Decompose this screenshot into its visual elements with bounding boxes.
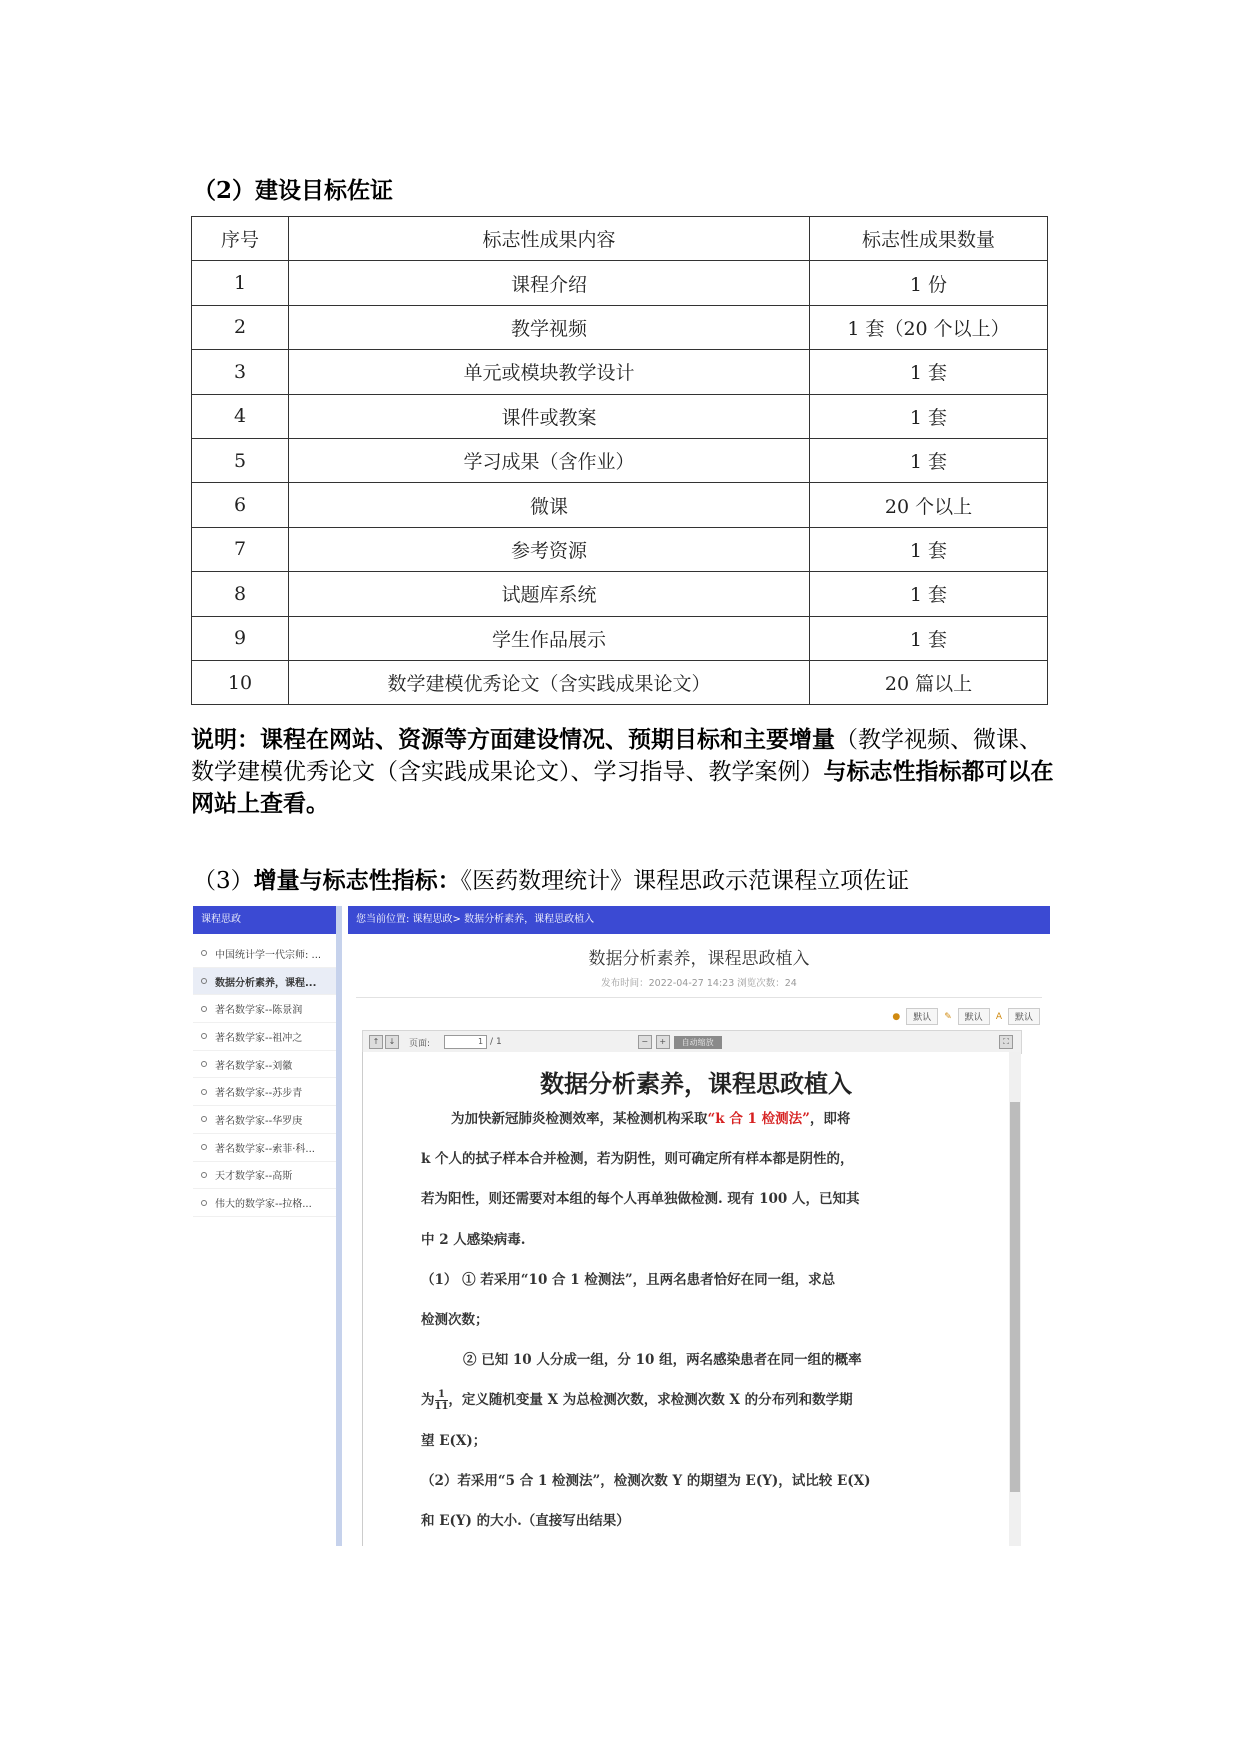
doc-line: k 个人的拭子样本合并检测，若为阴性，则可确定所有样本都是阴性的， <box>421 1151 854 1168</box>
cell-content: 微课 <box>289 483 810 527</box>
table-row <box>192 527 1048 571</box>
cell-quantity: 1 套（20 个以上） <box>810 305 1048 349</box>
sidebar-item[interactable] <box>193 940 336 968</box>
cell-index: 7 <box>192 527 289 571</box>
cell-quantity: 1 套 <box>810 394 1048 438</box>
cell-index: 1 <box>192 261 289 305</box>
table-row <box>192 305 1048 349</box>
sidebar-item-label: 中国统计学一代宗师: ... <box>215 949 322 961</box>
palette-icon: ● <box>892 1011 901 1022</box>
page-up-icon[interactable]: ↑ <box>369 1035 383 1049</box>
table-row <box>192 261 1048 305</box>
cell-quantity: 1 套 <box>810 350 1048 394</box>
sidebar-item-label: 著名数学家--刘徽 <box>215 1060 293 1072</box>
doc-line: ② 已知 10 人分成一组，分 10 组，两名感染患者在同一组的概率 <box>463 1352 862 1369</box>
page-input[interactable]: 1 <box>444 1035 487 1049</box>
page-label: 页面: <box>409 1038 431 1049</box>
table-row <box>192 438 1048 482</box>
cell-quantity: 20 篇以上 <box>810 660 1048 704</box>
table-row <box>192 350 1048 394</box>
divider <box>356 997 1042 998</box>
header-index: 序号 <box>192 217 289 261</box>
doc-highlight: “k 合 1 检测法” <box>707 1111 810 1127</box>
bullet-icon <box>201 1116 207 1122</box>
page-total: / 1 <box>490 1037 502 1047</box>
sidebar-item-label: 著名数学家--苏步青 <box>215 1088 303 1100</box>
note-bold-end: 与标志性指标都可以在网站上查看。 <box>191 758 1054 817</box>
section3-rest: 《医药数理统计》课程思政示范课程立项佐证 <box>460 868 910 894</box>
cell-content: 单元或模块教学设计 <box>289 350 810 394</box>
header-content: 标志性成果内容 <box>289 217 810 261</box>
scrollbar-thumb[interactable] <box>1010 1102 1020 1492</box>
cell-content: 教学视频 <box>289 305 810 349</box>
doc-line: 望 E(X)； <box>421 1432 487 1449</box>
bullet-icon <box>201 950 207 956</box>
note-bold-start: 说明：课程在网站、资源等方面建设情况、预期目标和主要增量 <box>191 726 835 753</box>
zoom-in-icon[interactable]: + <box>656 1035 670 1049</box>
cell-content: 试题库系统 <box>289 572 810 616</box>
section2-heading: （2）建设目标佐证 <box>193 177 394 204</box>
header-quantity: 标志性成果数量 <box>810 217 1048 261</box>
section3-heading <box>193 862 909 895</box>
sidebar-item-label: 著名数学家--祖冲之 <box>215 1032 303 1044</box>
sidebar-item-active[interactable] <box>193 968 336 996</box>
doc-line: 若为阳性，则还需要对本组的每个人再单独做检测. 现有 100 人，已知其 <box>421 1191 860 1208</box>
doc-text: ，即将 <box>809 1111 851 1127</box>
pdf-toolbar <box>362 1030 1022 1054</box>
doc-line: （1） ① 若采用“10 合 1 检测法”，且两名患者恰好在同一组，求总 <box>421 1271 836 1288</box>
sidebar-list <box>193 940 336 1217</box>
cell-content: 课程介绍 <box>289 261 810 305</box>
doc-line: 中 2 人感染病毒. <box>421 1231 526 1248</box>
article-panel <box>348 906 1050 1546</box>
fraction-denominator: 11 <box>434 1401 449 1413</box>
pdf-page <box>421 1052 971 1541</box>
bullet-icon <box>201 1144 207 1150</box>
goals-table <box>191 216 1048 705</box>
cell-index: 8 <box>192 572 289 616</box>
table-row <box>192 660 1048 704</box>
table-row <box>192 616 1048 660</box>
cell-quantity: 1 套 <box>810 527 1048 571</box>
doc-text: ，定义随机变量 X 为总检测次数，求检测次数 X 的分布列和数学期 <box>448 1392 853 1409</box>
cell-content: 数学建模优秀论文（含实践成果论文） <box>289 660 810 704</box>
viewer-tools <box>892 1008 1040 1025</box>
cell-quantity: 1 套 <box>810 572 1048 616</box>
scrollbar[interactable] <box>1009 1052 1021 1546</box>
bullet-icon <box>201 1061 207 1067</box>
pencil-icon: ✎ <box>944 1011 952 1022</box>
section3-bold: 增量与标志性指标： <box>253 867 461 894</box>
sidebar-item-label: 著名数学家--华罗庚 <box>215 1115 303 1127</box>
breadcrumb: 您当前位置: 课程思政> 数据分析素养，课程思政植入 <box>348 906 1050 934</box>
sidebar-item[interactable] <box>193 1134 336 1162</box>
doc-line <box>421 1380 971 1420</box>
doc-line: 检测次数； <box>421 1312 489 1329</box>
bullet-icon <box>201 1006 207 1012</box>
zoom-select[interactable]: 自动缩放 <box>674 1036 722 1049</box>
article-meta: 发布时间：2022-04-27 14:23 浏览次数：24 <box>601 978 797 989</box>
cell-index: 4 <box>192 394 289 438</box>
fullscreen-icon[interactable]: ⛶ <box>999 1035 1013 1049</box>
bullet-icon <box>201 1033 207 1039</box>
bullet-icon <box>201 978 207 984</box>
font-icon: A <box>995 1011 1002 1022</box>
cell-content: 课件或教案 <box>289 394 810 438</box>
sidebar-item[interactable] <box>193 1162 336 1190</box>
cell-content: 学习成果（含作业） <box>289 438 810 482</box>
default-button-3[interactable]: 默认 <box>1008 1008 1040 1025</box>
note-paragraph <box>191 724 1061 820</box>
table-row <box>192 572 1048 616</box>
bullet-icon <box>201 1089 207 1095</box>
doc-line <box>421 1099 971 1139</box>
sidebar-item[interactable] <box>193 1106 336 1134</box>
doc-line: 和 E(Y) 的大小.（直接写出结果） <box>421 1513 630 1530</box>
cell-content: 学生作品展示 <box>289 616 810 660</box>
cell-quantity: 1 套 <box>810 616 1048 660</box>
cell-content: 参考资源 <box>289 527 810 571</box>
cell-index: 10 <box>192 660 289 704</box>
note-normal: （教学视频、微课、数学建模优秀论文（含实践成果论文）、学习指导、教学案例） <box>191 727 1042 785</box>
sidebar-divider <box>336 906 342 1546</box>
sidebar-title: 课程思政 <box>193 906 336 934</box>
table-row <box>192 394 1048 438</box>
section3-prefix: （3） <box>193 868 254 894</box>
sidebar-item[interactable] <box>193 995 336 1023</box>
cell-index: 9 <box>192 616 289 660</box>
sidebar-item[interactable] <box>193 1189 336 1217</box>
default-button-1[interactable]: 默认 <box>906 1008 938 1025</box>
page-down-icon[interactable]: ↓ <box>385 1035 399 1049</box>
website-screenshot <box>193 906 1050 1546</box>
cell-quantity: 20 个以上 <box>810 483 1048 527</box>
cell-index: 3 <box>192 350 289 394</box>
default-button-2[interactable]: 默认 <box>958 1008 990 1025</box>
sidebar-item[interactable] <box>193 1051 336 1079</box>
sidebar-item[interactable] <box>193 1023 336 1051</box>
table-row <box>192 483 1048 527</box>
fraction-numerator: 1 <box>435 1389 449 1401</box>
sidebar-item[interactable] <box>193 1078 336 1106</box>
article-title: 数据分析素养，课程思政植入 <box>588 949 810 969</box>
doc-text: 为加快新冠肺炎检测效率，某检测机构采取 <box>451 1111 708 1127</box>
zoom-out-icon[interactable]: − <box>638 1035 652 1049</box>
sidebar-item-label: 数据分析素养，课程... <box>215 977 317 989</box>
cell-index: 6 <box>192 483 289 527</box>
sidebar-item-label: 著名数学家--索菲·科... <box>215 1143 315 1155</box>
fraction <box>435 1389 449 1412</box>
cell-quantity: 1 套 <box>810 438 1048 482</box>
doc-title: 数据分析素养，课程思政植入 <box>540 1069 852 1098</box>
pdf-viewer <box>362 1052 1021 1546</box>
sidebar <box>193 906 337 1546</box>
sidebar-item-label: 著名数学家--陈景润 <box>215 1005 303 1017</box>
bullet-icon <box>201 1172 207 1178</box>
cell-index: 5 <box>192 438 289 482</box>
sidebar-item-label: 天才数学家--高斯 <box>215 1171 293 1183</box>
sidebar-item-label: 伟大的数学家--拉格... <box>215 1199 312 1211</box>
bullet-icon <box>201 1200 207 1206</box>
doc-text: 为 <box>421 1392 435 1409</box>
table-header-row <box>192 217 1048 261</box>
doc-line: （2）若采用“5 合 1 检测法”，检测次数 Y 的期望为 E(Y)，试比较 E(X) <box>421 1472 871 1489</box>
cell-quantity: 1 份 <box>810 261 1048 305</box>
cell-index: 2 <box>192 305 289 349</box>
